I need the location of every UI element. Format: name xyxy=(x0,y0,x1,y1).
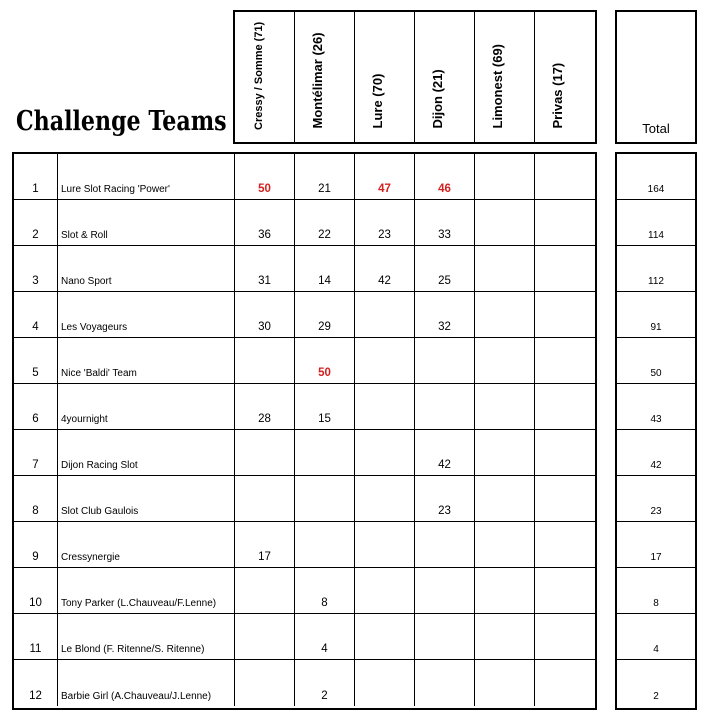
column-header-label: Limonest (69) xyxy=(489,43,505,129)
total-value: 91 xyxy=(650,322,662,333)
column-header-label: Cressy / Somme (71) xyxy=(252,21,265,130)
total-value: 50 xyxy=(650,368,662,379)
score-value: 50 xyxy=(258,183,271,195)
score-cell xyxy=(535,614,595,659)
score-cell xyxy=(415,154,475,199)
table-row xyxy=(14,338,595,384)
team-name: Lure Slot Racing 'Power' xyxy=(61,184,170,195)
score-value: 22 xyxy=(318,229,331,241)
score-cell xyxy=(235,338,295,383)
score-cell xyxy=(475,200,535,245)
score-cell xyxy=(535,154,595,199)
score-cell xyxy=(355,246,415,291)
score-cell xyxy=(535,338,595,383)
table-row xyxy=(14,660,595,706)
score-cell xyxy=(295,338,355,383)
score-value: 46 xyxy=(438,183,451,195)
column-header-dijon xyxy=(415,12,475,142)
rank-cell xyxy=(14,200,58,245)
rank-cell xyxy=(14,338,58,383)
score-cell xyxy=(415,522,475,567)
column-header-montelimar xyxy=(295,12,355,142)
total-value: 112 xyxy=(648,276,664,287)
total-row xyxy=(617,660,695,706)
score-cell xyxy=(415,338,475,383)
score-cell xyxy=(475,522,535,567)
score-value: 28 xyxy=(258,413,271,425)
total-row xyxy=(617,154,695,200)
score-cell xyxy=(535,568,595,613)
score-cell xyxy=(235,154,295,199)
team-name: Slot & Roll xyxy=(61,230,108,241)
score-value: 50 xyxy=(318,367,331,379)
score-cell xyxy=(295,246,355,291)
score-cell xyxy=(535,246,595,291)
score-cell xyxy=(475,384,535,429)
table-row xyxy=(14,200,595,246)
score-value: 4 xyxy=(321,643,328,655)
score-cell xyxy=(295,292,355,337)
score-cell xyxy=(235,476,295,521)
score-cell xyxy=(535,430,595,475)
score-value: 29 xyxy=(318,321,331,333)
column-header-limonest xyxy=(475,12,535,142)
total-row xyxy=(617,292,695,338)
table-row xyxy=(14,154,595,200)
score-cell xyxy=(235,522,295,567)
score-value: 23 xyxy=(378,229,391,241)
total-row xyxy=(617,384,695,430)
score-cell xyxy=(535,660,595,706)
total-row xyxy=(617,246,695,292)
score-cell xyxy=(475,246,535,291)
score-cell xyxy=(355,660,415,706)
rank-cell xyxy=(14,430,58,475)
score-value: 15 xyxy=(318,413,331,425)
total-row xyxy=(617,200,695,246)
total-value: 42 xyxy=(650,460,662,471)
score-cell xyxy=(355,200,415,245)
rank-value: 12 xyxy=(29,690,42,702)
score-cell xyxy=(415,292,475,337)
score-cell xyxy=(295,200,355,245)
column-header-label: Lure (70) xyxy=(369,73,385,129)
score-cell xyxy=(295,522,355,567)
rank-value: 10 xyxy=(29,597,42,609)
score-cell xyxy=(235,568,295,613)
team-name: Barbie Girl (A.Chauveau/J.Lenne) xyxy=(61,691,212,702)
total-row xyxy=(617,338,695,384)
team-name-cell xyxy=(58,246,235,291)
score-value: 8 xyxy=(321,597,328,609)
total-header-label: Total xyxy=(642,121,670,136)
score-cell xyxy=(355,568,415,613)
score-value: 42 xyxy=(378,275,391,287)
score-value: 36 xyxy=(258,229,271,241)
total-row xyxy=(617,476,695,522)
score-cell xyxy=(475,614,535,659)
score-value: 2 xyxy=(321,690,328,702)
rank-cell xyxy=(14,384,58,429)
rank-value: 8 xyxy=(32,505,39,517)
team-name-cell xyxy=(58,200,235,245)
team-name: Nice 'Baldi' Team xyxy=(61,368,137,379)
page-title: Challenge Teams xyxy=(16,106,227,137)
score-cell xyxy=(355,154,415,199)
score-cell xyxy=(295,568,355,613)
table-row xyxy=(14,384,595,430)
totals-column xyxy=(615,152,697,710)
rank-cell xyxy=(14,292,58,337)
score-cell xyxy=(355,292,415,337)
rank-cell xyxy=(14,522,58,567)
table-row xyxy=(14,292,595,338)
score-cell xyxy=(295,384,355,429)
score-cell xyxy=(415,614,475,659)
score-cell xyxy=(475,430,535,475)
score-cell xyxy=(295,660,355,706)
column-header-lure xyxy=(355,12,415,142)
score-value: 25 xyxy=(438,275,451,287)
total-row xyxy=(617,522,695,568)
score-cell xyxy=(415,476,475,521)
team-name: 4yournight xyxy=(61,414,108,425)
table-row xyxy=(14,430,595,476)
score-cell xyxy=(235,246,295,291)
table-row xyxy=(14,246,595,292)
team-name: Tony Parker (L.Chauveau/F.Lenne) xyxy=(61,598,217,609)
total-value: 2 xyxy=(653,691,659,702)
score-cell xyxy=(235,200,295,245)
total-row xyxy=(617,430,695,476)
score-cell xyxy=(355,476,415,521)
column-header-privas xyxy=(535,12,595,142)
rank-cell xyxy=(14,246,58,291)
rank-value: 9 xyxy=(32,551,39,563)
total-header xyxy=(615,10,697,144)
rank-value: 5 xyxy=(32,367,39,379)
rank-cell xyxy=(14,154,58,199)
score-cell xyxy=(355,430,415,475)
team-name-cell xyxy=(58,522,235,567)
column-header-group xyxy=(233,10,597,144)
total-row xyxy=(617,614,695,660)
score-value: 42 xyxy=(438,459,451,471)
column-header-label: Privas (17) xyxy=(550,62,565,129)
score-cell xyxy=(355,338,415,383)
score-cell xyxy=(235,430,295,475)
score-cell xyxy=(295,430,355,475)
standings-table xyxy=(12,152,597,710)
team-name-cell xyxy=(58,384,235,429)
score-cell xyxy=(295,154,355,199)
score-cell xyxy=(415,200,475,245)
score-cell xyxy=(475,660,535,706)
score-cell xyxy=(295,476,355,521)
team-name-cell xyxy=(58,292,235,337)
rank-value: 7 xyxy=(32,459,39,471)
score-value: 32 xyxy=(438,321,451,333)
rank-value: 2 xyxy=(32,229,39,241)
team-name-cell xyxy=(58,476,235,521)
score-cell xyxy=(415,430,475,475)
score-cell xyxy=(475,292,535,337)
score-cell xyxy=(415,568,475,613)
score-cell xyxy=(475,338,535,383)
rank-cell xyxy=(14,476,58,521)
score-cell xyxy=(475,154,535,199)
score-value: 30 xyxy=(258,321,271,333)
total-value: 43 xyxy=(650,414,662,425)
score-cell xyxy=(415,246,475,291)
team-name-cell xyxy=(58,338,235,383)
score-value: 17 xyxy=(258,551,271,563)
team-name-cell xyxy=(58,154,235,199)
total-value: 17 xyxy=(650,552,662,563)
score-cell xyxy=(415,660,475,706)
table-row xyxy=(14,522,595,568)
score-value: 21 xyxy=(318,183,331,195)
score-cell xyxy=(475,568,535,613)
rank-value: 11 xyxy=(29,643,42,655)
score-cell xyxy=(355,614,415,659)
table-row xyxy=(14,614,595,660)
score-value: 31 xyxy=(258,275,271,287)
score-cell xyxy=(235,384,295,429)
score-cell xyxy=(415,384,475,429)
team-name: Nano Sport xyxy=(61,276,112,287)
team-name-cell xyxy=(58,430,235,475)
team-name: Cressynergie xyxy=(61,552,120,563)
score-cell xyxy=(535,292,595,337)
rank-value: 4 xyxy=(32,321,39,333)
score-cell xyxy=(235,292,295,337)
team-name-cell xyxy=(58,568,235,613)
column-header-cressy xyxy=(235,12,295,142)
total-value: 23 xyxy=(650,506,662,517)
score-cell xyxy=(535,522,595,567)
column-header-label: Dijon (21) xyxy=(429,69,445,129)
table-row xyxy=(14,476,595,522)
rank-cell xyxy=(14,660,58,706)
team-name: Slot Club Gaulois xyxy=(61,506,139,517)
total-value: 164 xyxy=(647,184,665,195)
rank-cell xyxy=(14,568,58,613)
score-value: 23 xyxy=(438,505,451,517)
score-cell xyxy=(475,476,535,521)
team-name: Dijon Racing Slot xyxy=(61,460,138,471)
score-cell xyxy=(355,522,415,567)
team-name: Les Voyageurs xyxy=(61,322,128,333)
total-value: 8 xyxy=(653,598,659,609)
score-cell xyxy=(535,384,595,429)
total-value: 4 xyxy=(653,644,659,655)
rank-value: 3 xyxy=(32,275,39,287)
score-cell xyxy=(235,614,295,659)
team-name-cell xyxy=(58,660,235,706)
score-cell xyxy=(355,384,415,429)
total-row xyxy=(617,568,695,614)
table-row xyxy=(14,568,595,614)
score-cell xyxy=(295,614,355,659)
rank-value: 1 xyxy=(32,183,39,195)
team-name: Le Blond (F. Ritenne/S. Ritenne) xyxy=(61,644,205,655)
rank-value: 6 xyxy=(32,413,39,425)
score-value: 14 xyxy=(318,275,331,287)
score-value: 33 xyxy=(438,229,451,241)
column-header-label: Montélimar (26) xyxy=(309,32,325,129)
total-value: 114 xyxy=(648,230,664,241)
score-cell xyxy=(535,476,595,521)
score-value: 47 xyxy=(378,183,391,195)
rank-cell xyxy=(14,614,58,659)
score-cell xyxy=(535,200,595,245)
score-cell xyxy=(235,660,295,706)
team-name-cell xyxy=(58,614,235,659)
